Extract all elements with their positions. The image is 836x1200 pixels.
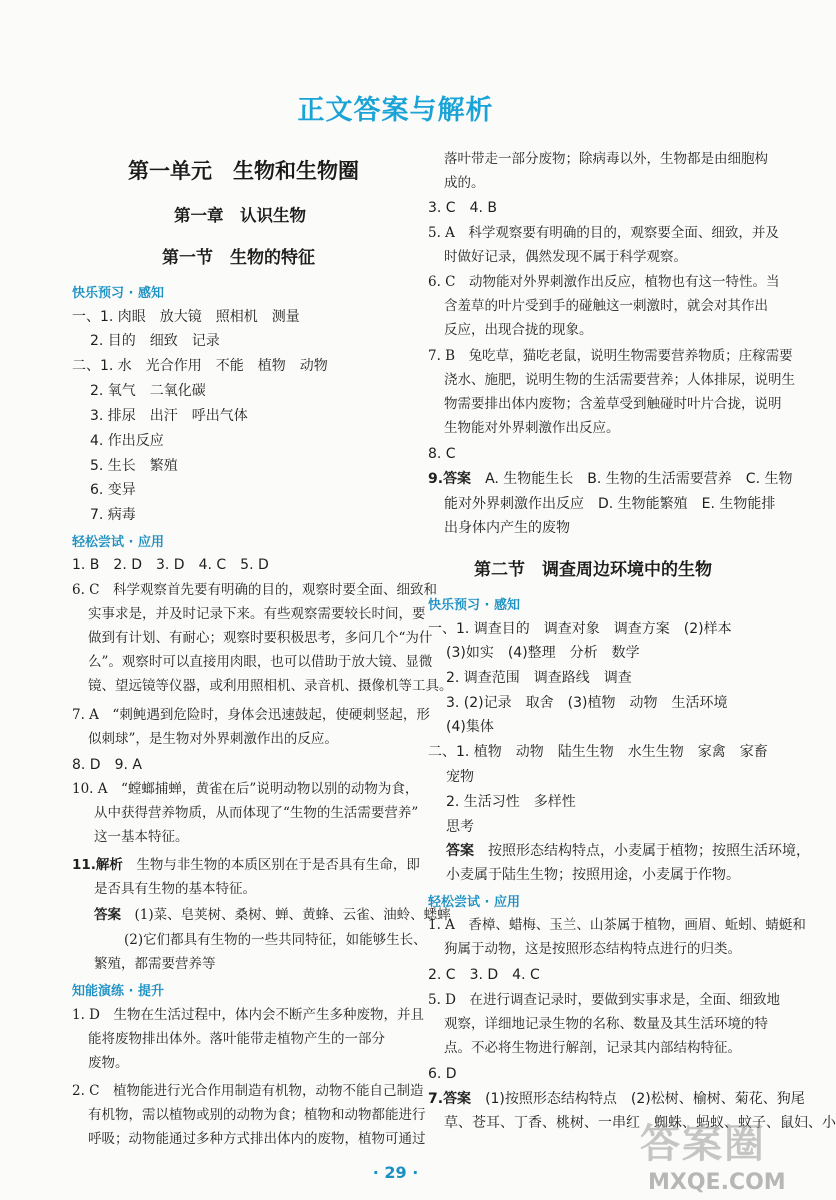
answer-line: 7. A “刺鲀遇到危险时，身体会迅速鼓起，使硬刺竖起，形 xyxy=(72,707,430,723)
keyword-label: 解析 xyxy=(95,857,123,873)
answer-line: 小麦属于陆生生物；按照用途，小麦属于作物。 xyxy=(446,867,740,883)
answer-line: 6. 变异 xyxy=(90,482,136,498)
keyword-label: 答案 xyxy=(443,471,472,487)
answer-line: 做到有计划、有耐心；观察时要积极思考，多问几个“为什 xyxy=(88,630,433,646)
answer-line: 7.答案 (1)按照形态结构特点 (2)松树、榆树、菊花、狗尾 xyxy=(428,1091,805,1107)
answer-line: 物需要排出体内废物；含羞草受到触碰时叶片合拢，说明 xyxy=(444,396,782,412)
watermark-logo xyxy=(640,1112,790,1198)
answer-line: (4)集体 xyxy=(446,719,494,735)
answer-line: 2. 调查范围 调查路线 调查 xyxy=(446,670,632,686)
answer-line: 时做好记录，偶然发现不属于科学观察。 xyxy=(444,249,687,265)
answer-line: 一、1. 调查目的 调查对象 调查方案 (2)样本 xyxy=(428,621,732,637)
answer-line: 10. A “螳螂捕蝉，黄雀在后”说明动物以别的动物为食， xyxy=(72,781,419,797)
answer-line: 这一基本特征。 xyxy=(94,829,189,845)
section-tag: 知能演练 · 提升 xyxy=(72,984,164,999)
answer-line: 点。不必将生物进行解剖，记录其内部结构特征。 xyxy=(444,1040,741,1056)
answer-line: 浇水、施肥，说明生物的生活需要营养；人体排尿，说明生 xyxy=(444,372,795,388)
page-title: 正文答案与解析 xyxy=(297,95,494,126)
section-tag: 快乐预习 · 感知 xyxy=(428,598,520,613)
answer-line: 一、1. 肉眼 放大镜 照相机 测量 xyxy=(72,309,300,325)
answer-line: 2. 目的 细致 记录 xyxy=(90,333,220,349)
answer-line: 5. D 在进行调查记录时，要做到实事求是，全面、细致地 xyxy=(428,992,780,1008)
keyword-label: 答案 xyxy=(94,907,121,923)
answer-line: 7. 病毒 xyxy=(90,507,136,523)
answer-line: 二、1. 水 光合作用 不能 植物 动物 xyxy=(72,358,328,374)
answer-line: 思考 xyxy=(446,819,474,835)
answer-line: 宠物 xyxy=(446,769,474,785)
answer-line: 繁殖，都需要营养等 xyxy=(94,956,216,972)
answer-line: 狗属于动物，这是按照形态结构特点进行的归类。 xyxy=(444,941,741,957)
answer-line: 镜、望远镜等仪器，或利用照相机、录音机、摄像机等工具。 xyxy=(88,678,453,694)
answer-line: 生物能对外界刺激作出反应。 xyxy=(444,420,620,436)
answer-line: 含羞草的叶片受到手的碰触这一刺激时，就会对其作出 xyxy=(444,298,768,314)
answer-line: 2. 生活习性 多样性 xyxy=(446,794,576,810)
answer-line: 8. D 9. A xyxy=(72,757,142,773)
answer-line: 2. 氧气 二氧化碳 xyxy=(90,383,206,399)
answer-line: 6. D xyxy=(428,1066,457,1082)
answer-line: 9.答案 A. 生物能生长 B. 生物的生活需要营养 C. 生物 xyxy=(428,471,793,487)
answer-line: 呼吸；动物能通过多种方式排出体内的废物，植物可通过 xyxy=(88,1131,426,1147)
keyword-label: 答案 xyxy=(443,1091,472,1107)
answer-line: 6. C 动物能对外界刺激作出反应，植物也有这一特性。当 xyxy=(428,274,780,290)
answer-line: (2)它们都具有生物的一些共同特征，如能够生长、 xyxy=(124,932,427,948)
unit-title: 第一单元 生物和生物圈 xyxy=(128,159,359,183)
answer-line: 从中获得营养物质，从而体现了“生物的生活需要营养” xyxy=(94,805,419,821)
answer-line: 5. A 科学观察要有明确的目的，观察要全面、细致，并及 xyxy=(428,225,779,241)
answer-line: 3. C 4. B xyxy=(428,200,497,216)
answer-line: 6. C 科学观察首先要有明确的目的，观察时要全面、细致和 xyxy=(72,582,438,598)
answer-line: 1. A 香樟、蜡梅、玉兰、山茶属于植物，画眉、蚯蚓、蜻蜓和 xyxy=(428,917,806,933)
answer-line: 能将废物排出体外。落叶能带走植物产生的一部分 xyxy=(88,1031,385,1047)
answer-line: 实事求是，并及时记录下来。有些观察需要较长时间，要 xyxy=(88,606,426,622)
answer-line: 么”。观察时可以直接用肉眼，也可以借助于放大镜、显微 xyxy=(88,654,433,670)
answer-line: 废物。 xyxy=(88,1055,129,1071)
answer-line: 草、苍耳、丁香、桃树、一串红 蜘蛛、蚂蚁、蚊子、鼠妇、小 xyxy=(444,1115,836,1131)
section-tag: 快乐预习 · 感知 xyxy=(72,286,164,301)
section-tag: 轻松尝试 · 应用 xyxy=(428,895,520,910)
answer-line: 1. D 生物在生活过程中，体内会不断产生多种废物，并且 xyxy=(72,1007,424,1023)
answer-line: 2. C 3. D 4. C xyxy=(428,967,540,983)
section-title: 第二节 调查周边环境中的生物 xyxy=(474,560,712,580)
answer-line: 3. 排尿 出汗 呼出气体 xyxy=(90,408,248,424)
answer-line: 落叶带走一部分废物；除病毒以外，生物都是由细胞构 xyxy=(444,151,768,167)
answer-line: 8. C xyxy=(428,446,456,462)
watermark-url: MXQE.COM xyxy=(648,1170,786,1195)
answer-line: 4. 作出反应 xyxy=(90,433,164,449)
answer-line: 反应，出现合拢的现象。 xyxy=(444,322,593,338)
section-tag: 轻松尝试 · 应用 xyxy=(72,535,164,550)
answer-line: 3. (2)记录 取舍 (3)植物 动物 生活环境 xyxy=(446,695,728,711)
answer-line: 似刺球”，是生物对外界刺激作出的反应。 xyxy=(88,731,338,747)
answer-line: 11.解析 生物与非生物的本质区别在于是否具有生命，即 xyxy=(72,857,420,873)
keyword-label: 答案 xyxy=(446,843,474,859)
answer-line: 观察，详细地记录生物的名称、数量及其生活环境的特 xyxy=(444,1016,768,1032)
watermark-text: 答案圈 xyxy=(640,1121,766,1167)
section-title: 第一节 生物的特征 xyxy=(162,248,315,268)
answer-line: 答案 按照形态结构特点，小麦属于植物；按照生活环境， xyxy=(446,843,810,859)
answer-line: 二、1. 植物 动物 陆生生物 水生生物 家禽 家畜 xyxy=(428,744,768,760)
chapter-title: 第一章 认识生物 xyxy=(174,206,306,225)
answer-line: 能对外界刺激作出反应 D. 生物能繁殖 E. 生物能排 xyxy=(444,496,776,512)
answer-line: 1. B 2. D 3. D 4. C 5. D xyxy=(72,557,269,573)
answer-line: 出身体内产生的废物 xyxy=(444,520,570,536)
answer-line: (3)如实 (4)整理 分析 数学 xyxy=(446,645,640,661)
answer-line: 是否具有生物的基本特征。 xyxy=(94,881,256,897)
answer-line: 成的。 xyxy=(444,175,485,191)
answer-line: 5. 生长 繁殖 xyxy=(90,458,178,474)
answer-line: 答案 (1)菜、皂荚树、桑树、蝉、黄蜂、云雀、油蛉、蟋蟀 xyxy=(94,907,451,923)
page-number: · 29 · xyxy=(372,1163,419,1182)
answer-line: 2. C 植物能进行光合作用制造有机物，动物不能自己制造 xyxy=(72,1083,424,1099)
answer-line: 有机物，需以植物或别的动物为食；植物和动物都能进行 xyxy=(88,1107,426,1123)
answer-line: 7. B 兔吃草，猫吃老鼠，说明生物需要营养物质；庄稼需要 xyxy=(428,348,793,364)
